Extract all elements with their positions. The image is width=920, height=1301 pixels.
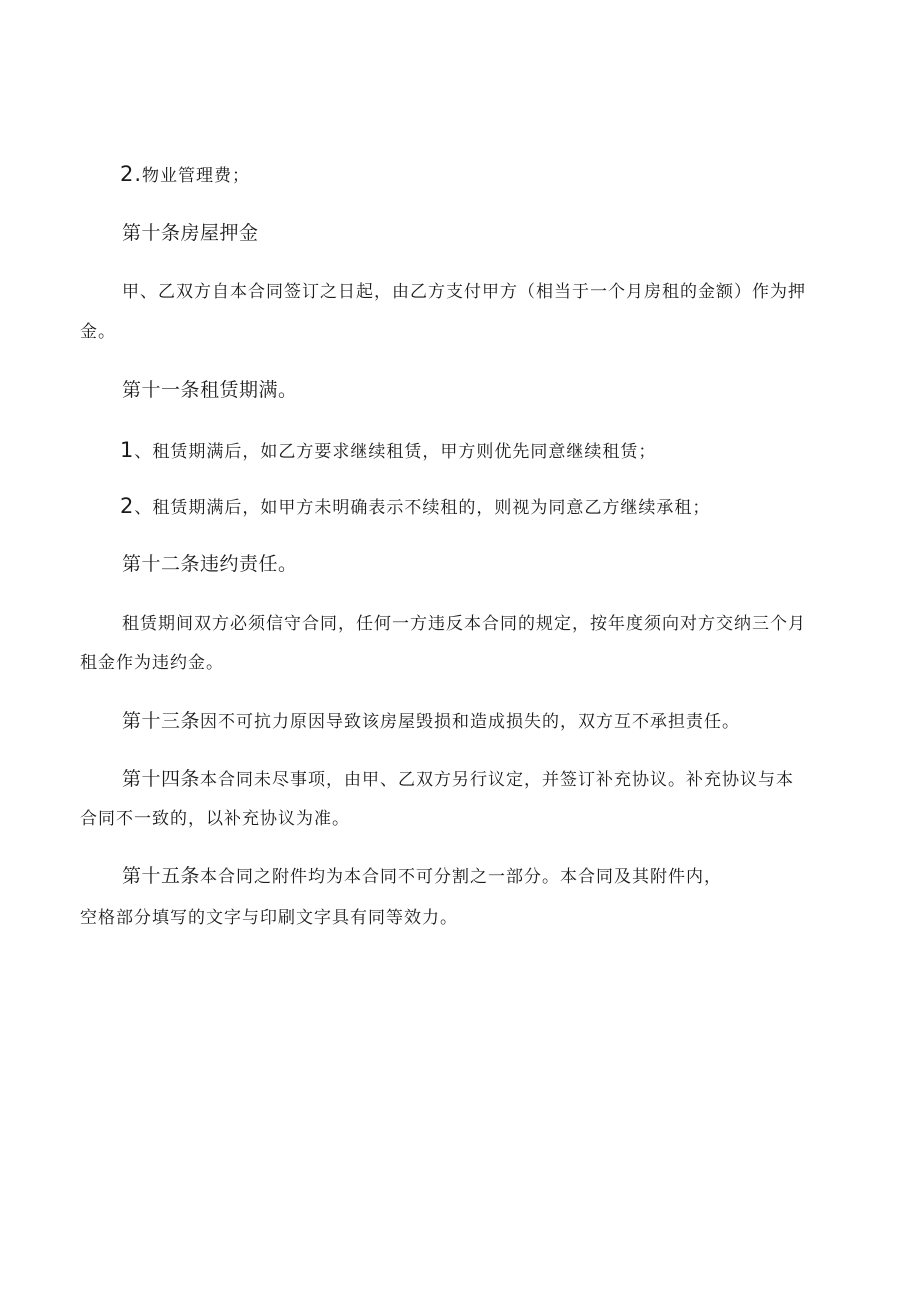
item-text: 、租赁期满后，如甲方未明确表示不续租的，则视为同意乙方继续承租； (134, 498, 711, 518)
article-15-line-1 (122, 864, 722, 889)
article-10-text-line-1: 甲、乙双方自本合同签订之日起，由乙方支付甲方（相当于一个月房租的金额）作为押 (122, 282, 806, 302)
article-13 (122, 709, 740, 734)
article-12-text-line-2: 租金作为违约金。 (80, 653, 224, 673)
article-15-text-line-2: 空格部分填写的文字与印刷文字具有同等效力。 (80, 908, 458, 928)
article-11-item-2 (120, 494, 710, 520)
article-15-text-line-1: 本合同之附件均为本合同不可分割之一部分。本合同及其附件内， (200, 867, 723, 887)
item-text: 物业管理费； (142, 166, 251, 186)
article-11-item-1 (120, 438, 656, 464)
article-13-text: 因不可抗力原因导致该房屋毁损和造成损失的，双方互不承担责任。 (200, 712, 741, 732)
fee-item-2 (120, 162, 250, 188)
item-number: 1 (120, 438, 135, 462)
article-12-text-line-1: 租赁期间双方必须信守合同，任何一方违反本合同的规定，按年度须向对方交纳三个月 (122, 614, 806, 634)
article-11-title: 第十一条租赁期满。 (122, 379, 298, 401)
article-13-heading: 第十三条 (122, 710, 201, 732)
item-number: 2 (120, 494, 135, 518)
article-14-text-line-2: 合同不一致的，以补充协议为准。 (80, 809, 350, 829)
article-14-text-line-1: 本合同未尽事项，由甲、乙双方另行议定，并签订补充协议。补充协议与本 (200, 770, 795, 790)
item-text: 、租赁期满后，如乙方要求继续租赁，甲方则优先同意继续租赁； (134, 442, 657, 462)
item-number: 2. (120, 162, 143, 186)
article-15-heading: 第十五条 (122, 865, 201, 887)
article-10-title: 第十条房屋押金 (122, 222, 259, 244)
article-14-heading: 第十四条 (122, 768, 201, 790)
article-10-text-line-2: 金。 (80, 322, 116, 342)
article-14-line-1 (122, 767, 794, 792)
article-12-title: 第十二条违约责任。 (122, 553, 298, 575)
